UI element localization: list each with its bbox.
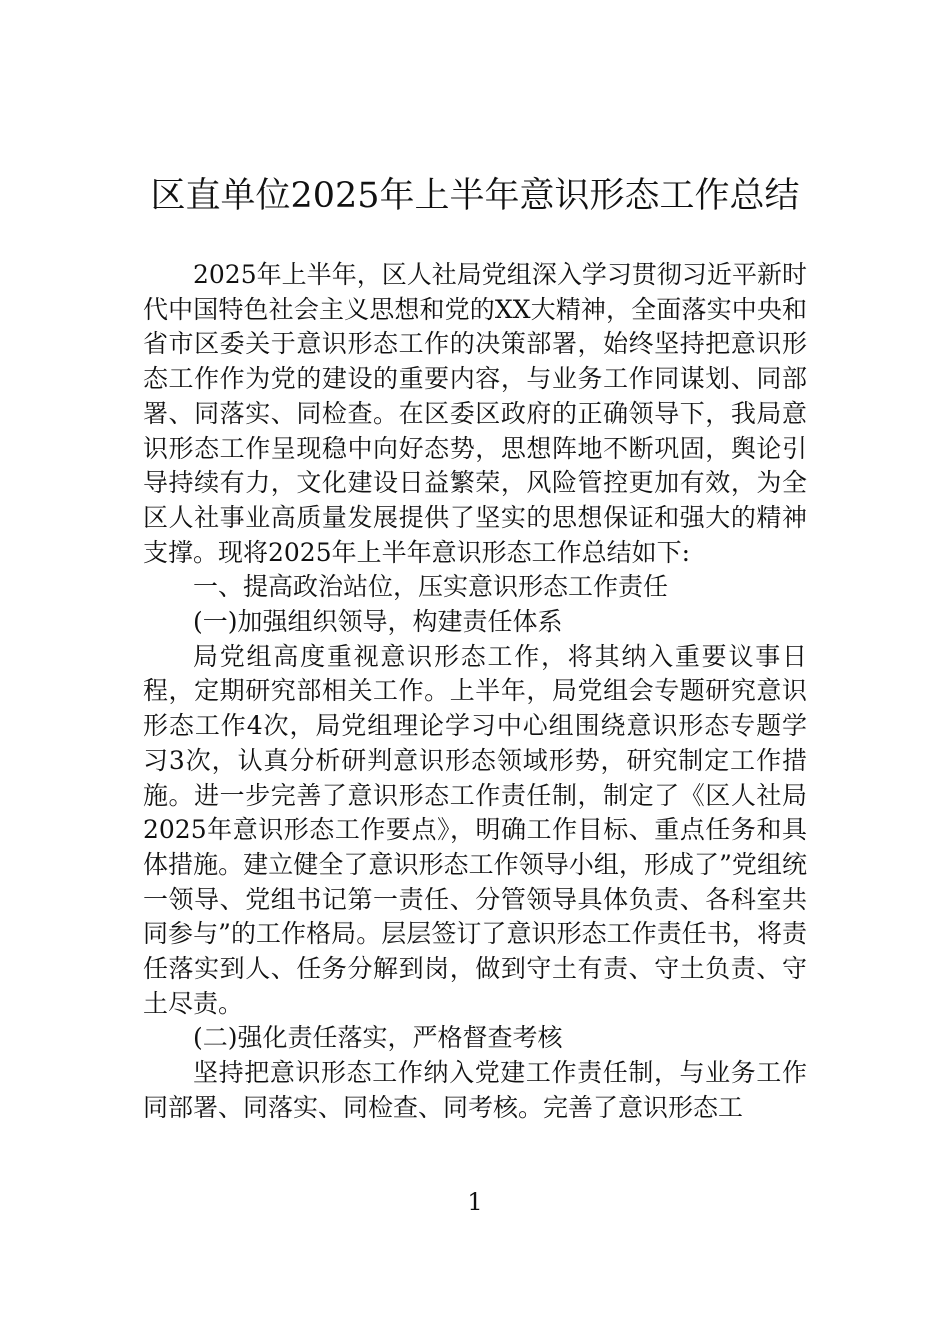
subsection-heading-2: (二)强化责任落实，严格督查考核 bbox=[193, 1023, 563, 1053]
section-heading-1: 一、提高政治站位，压实意识形态工作责任 bbox=[193, 572, 669, 602]
subsection-body-2: 坚持把意识形态工作纳入党建工作责任制，与业务工作同部署、同落实、同检查、同考核。完善了意识形态工 bbox=[143, 1058, 807, 1122]
subsection-heading-1: (一)加强组织领导，构建责任体系 bbox=[193, 607, 563, 637]
document-body bbox=[143, 258, 807, 1126]
document-title: 区直单位2025年上半年意识形态工作总结 bbox=[150, 176, 800, 216]
intro-paragraph: 2025年上半年，区人社局党组深入学习贯彻习近平新时代中国特色社会主义思想和党的XX大精神，全面落实中央和省市区委关于意识形态工作的决策部署，始终坚持把意识形态工作作为党的建设的重要内容，与业务工作同谋划、同部署、同落实、同检查。在区委区政府的正确领导下，我局意识形态工作呈现稳中向好态势，思想阵地不断巩固，舆论引导持续有力，文化建设日益繁荣，风险管控更加有效，为全区人社事业高质量发展提供了坚实的思想保证和强大的精神支撑。现将2025年上半年意识形态工作总结如下: bbox=[143, 260, 807, 567]
subsection-body-1: 局党组高度重视意识形态工作，将其纳入重要议事日程，定期研究部相关工作。上半年，局党组会专题研究意识形态工作4次，局党组理论学习中心组围绕意识形态专题学习3次，认真分析研判意识形态领域形势，研究制定工作措施。进一步完善了意识形态工作责任制，制定了《区人社局2025年意识形态工作要点》，明确工作目标、重点任务和具体措施。建立健全了意识形态工作领导小组，形成了”党组统一领导、党组书记第一责任、分管领导具体负责、各科室共同参与”的工作格局。层层签订了意识形态工作责任书，将责任落实到人、任务分解到岗，做到守土有责、守土负责、守土尽责。 bbox=[143, 641, 807, 1018]
page-number: 1 bbox=[467, 1188, 483, 1216]
